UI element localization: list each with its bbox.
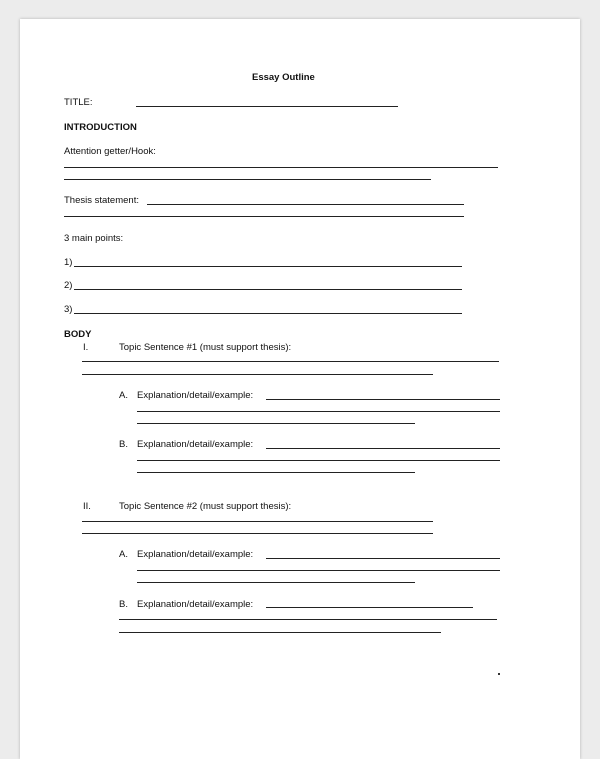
point-3-label: 3)	[64, 304, 73, 315]
hook-label: Attention getter/Hook:	[64, 146, 156, 157]
title-label: TITLE:	[64, 97, 93, 108]
section-2-a-letter: A.	[119, 549, 128, 560]
point-1-fill-line	[74, 266, 462, 267]
point-3-fill-line	[74, 313, 462, 314]
thesis-label: Thesis statement:	[64, 195, 139, 206]
thesis-fill-line-1	[147, 204, 464, 205]
section-1-a-fill-line-3	[137, 423, 415, 424]
document-page	[20, 19, 580, 759]
section-1-topic-label: Topic Sentence #1 (must support thesis):	[119, 342, 292, 353]
section-2-a-label: Explanation/detail/example:	[137, 549, 254, 560]
section-1-b-fill-line-2	[137, 460, 500, 461]
section-1-fill-line-1	[82, 361, 499, 362]
section-1-b-label: Explanation/detail/example:	[137, 439, 254, 450]
section-2-b-letter: B.	[119, 599, 128, 610]
section-2-b-fill-line-3	[119, 632, 441, 633]
section-2-topic-label: Topic Sentence #2 (must support thesis):	[119, 501, 292, 512]
thesis-fill-line-2	[64, 216, 464, 217]
section-1-b-fill-line-1	[266, 448, 500, 449]
hook-fill-line-1	[64, 167, 498, 168]
introduction-heading: INTRODUCTION	[64, 122, 137, 133]
point-2-label: 2)	[64, 280, 73, 291]
section-1-b-letter: B.	[119, 439, 128, 450]
section-2-b-fill-line-2	[119, 619, 497, 620]
section-2-a-fill-line-2	[137, 570, 500, 571]
title-fill-line	[136, 106, 398, 107]
section-1-numeral: I.	[83, 342, 89, 353]
point-2-fill-line	[74, 289, 462, 290]
section-2-numeral: II.	[83, 501, 91, 512]
hook-fill-line-2	[64, 179, 431, 180]
section-2-a-fill-line-1	[266, 558, 500, 559]
body-heading: BODY	[64, 329, 92, 340]
section-2-b-fill-line-1	[266, 607, 473, 608]
section-1-a-letter: A.	[119, 390, 128, 401]
section-1-a-fill-line-2	[137, 411, 500, 412]
section-1-a-fill-line-1	[266, 399, 500, 400]
section-2-fill-line-2	[82, 533, 433, 534]
section-1-fill-line-2	[82, 374, 433, 375]
point-1-label: 1)	[64, 257, 73, 268]
stray-dot-mark	[498, 673, 500, 675]
main-points-label: 3 main points:	[64, 233, 124, 244]
section-2-fill-line-1	[82, 521, 433, 522]
section-2-a-fill-line-3	[137, 582, 415, 583]
section-1-b-fill-line-3	[137, 472, 415, 473]
page-title: Essay Outline	[252, 72, 315, 83]
section-1-a-label: Explanation/detail/example:	[137, 390, 254, 401]
section-2-b-label: Explanation/detail/example:	[137, 599, 254, 610]
